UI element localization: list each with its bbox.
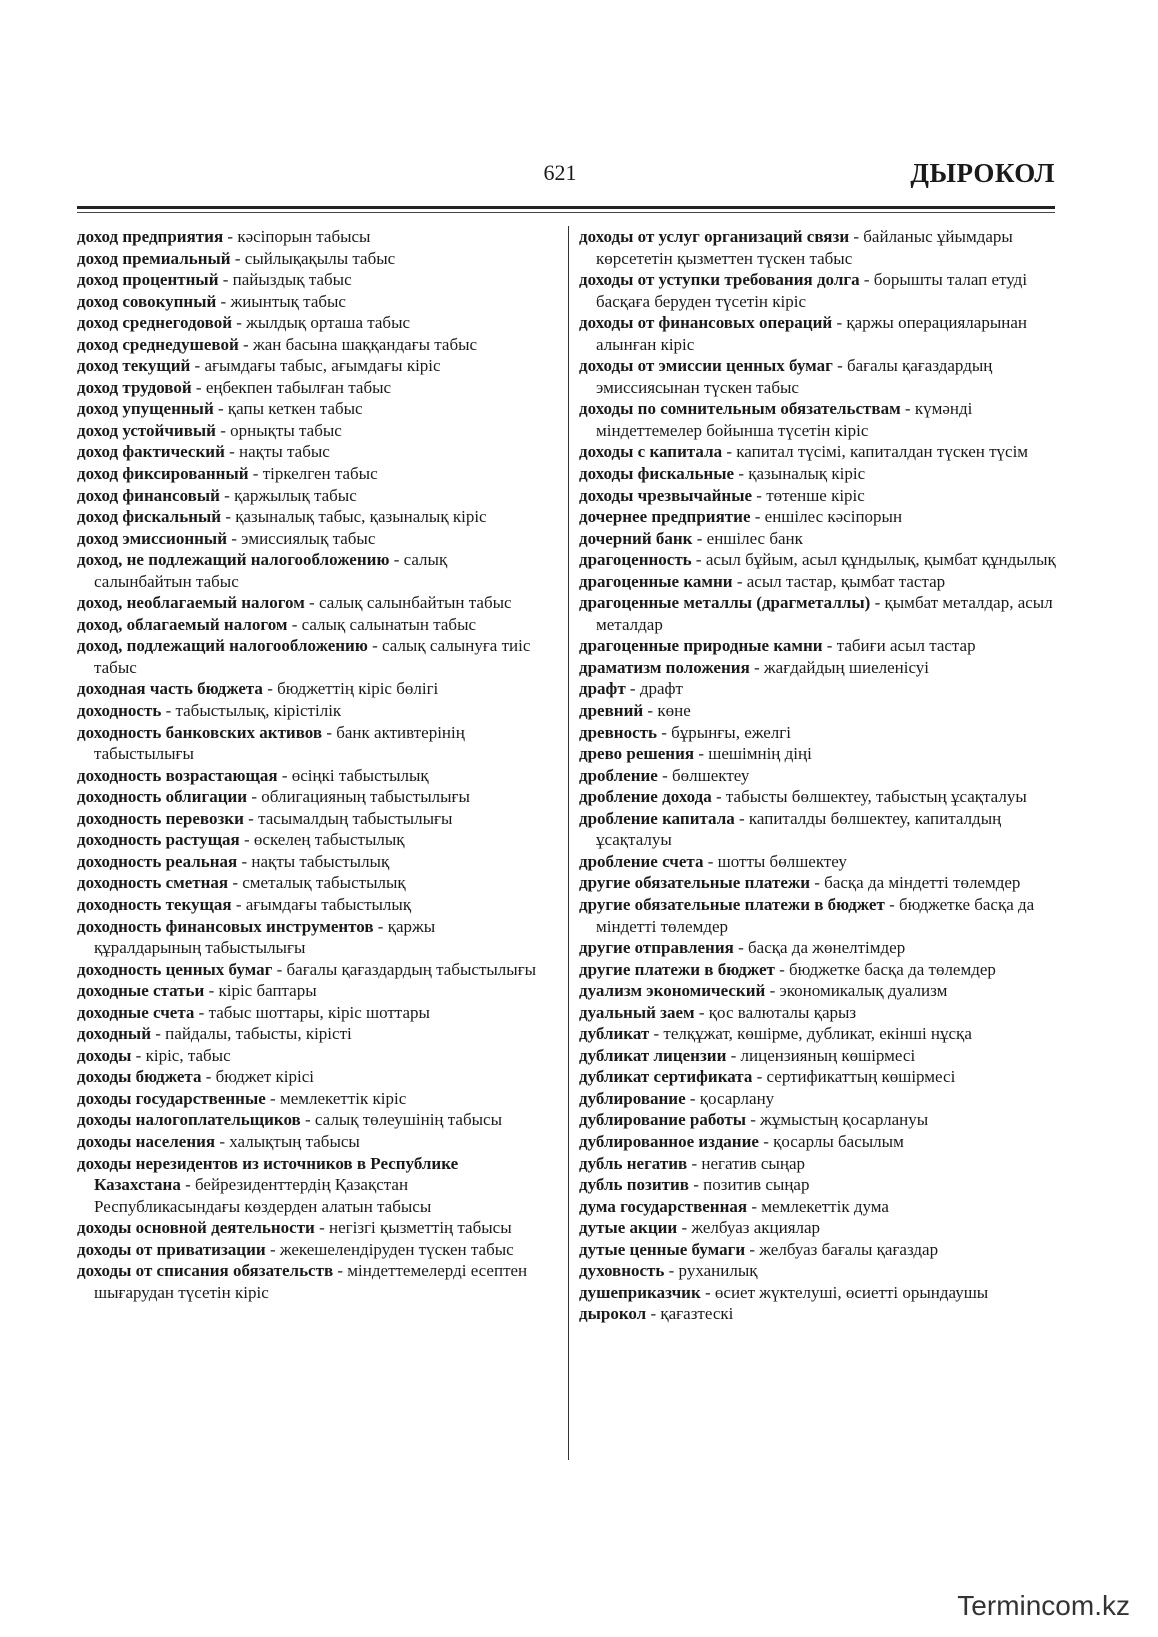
dictionary-entry [77,463,537,485]
entry-term: доход трудовой [77,377,192,397]
entry-term: доходы от финансовых операций [579,313,833,333]
entry-term: дублированное издание [579,1131,759,1151]
dictionary-entry [77,506,537,528]
dictionary-entry [579,226,1065,269]
entry-term: доходы с капитала [579,442,723,462]
entry-term: доходы от уступки требования долга [579,270,860,290]
entry-term: дубль позитив [579,1175,689,1195]
dictionary-entry [77,355,537,377]
dictionary-entry [77,1109,537,1131]
entry-translation: - жылдық орташа табыс [232,313,411,333]
dictionary-entry [77,829,537,851]
dictionary-entry [77,528,537,550]
dictionary-entry [77,959,537,981]
dictionary-entry [579,1066,1065,1088]
dictionary-entry [579,678,1065,700]
entry-translation: - қазыналық кіріс [734,464,866,484]
entry-translation: - қымбат металдар, асыл металдар [596,593,1053,634]
dictionary-entry [77,1002,537,1024]
page-number: 621 [543,160,577,185]
entry-translation: - жан басына шаққандағы табыс [238,334,478,354]
entry-term: доходность растущая [77,830,240,850]
dictionary-entry [77,722,537,765]
entry-translation: - борышты талап етуді басқаға беруден түсетін кіріс [596,270,1028,311]
entry-term: доход, необлагаемый налогом [77,593,305,613]
entry-translation: - сертификаттың көшірмесі [752,1067,956,1087]
entry-translation: - жекешелендіруден түскен табыс [265,1239,514,1259]
entry-term: духовность [579,1261,665,1281]
dictionary-entry [77,549,537,592]
entry-translation: - капиталды бөлшектеу, капиталдың ұсақталуы [596,808,1002,850]
entry-translation: - жұмыстың қосарлануы [746,1110,929,1130]
entry-term: доход, не подлежащий налогообложению [77,550,390,570]
entry-translation: - орнықты табыс [215,420,342,440]
entry-term: доход текущий [77,356,191,376]
dictionary-entry [579,398,1065,441]
entry-term: древний [579,701,644,721]
entry-term: другие платежи в бюджет [579,959,775,979]
dictionary-entry [77,1239,537,1261]
dictionary-entry [579,269,1065,312]
entry-translation: - бюджеттің кіріс бөлігі [262,679,439,699]
dictionary-entry [579,743,1065,765]
dictionary-entry [579,786,1065,808]
entry-translation: - тіркелген табыс [248,464,378,484]
dictionary-entry [77,1088,537,1110]
entry-term: доход эмиссионный [77,528,228,548]
dictionary-entry [77,808,537,830]
entry-term: доход среднегодовой [77,313,232,333]
entry-translation: - лицензияның көшірмесі [726,1045,916,1065]
entry-term: доход премиальный [77,248,231,268]
dictionary-entry [77,1066,537,1088]
entry-term: драгоценные камни [579,571,733,591]
dictionary-entry [579,1153,1065,1175]
entry-term: дочерний банк [579,528,693,548]
dictionary-entry [579,635,1065,657]
entry-translation: - салық төлеушінің табысы [300,1110,502,1130]
entry-translation: - салық салынуға тиіс табыс [94,636,531,677]
dictionary-entry [579,312,1065,355]
dictionary-entry [77,1153,537,1218]
dictionary-entry [579,1088,1065,1110]
entry-translation: - табысты бөлшектеу, табыстың ұсақталуы [711,787,1027,807]
entry-translation: - қазыналық табыс, қазыналық кіріс [221,507,487,527]
dictionary-entry [77,420,537,442]
dictionary-entry [579,441,1065,463]
dictionary-entry [579,1002,1065,1024]
entry-term: доходность банковских активов [77,722,323,742]
entry-term: доход упущенный [77,399,214,419]
dictionary-entry [579,1282,1065,1304]
dictionary-entry [77,592,537,614]
entry-term: другие отправления [579,938,734,958]
dictionary-entry [579,592,1065,635]
entry-translation: - драфт [625,679,683,699]
dictionary-entry [579,1174,1065,1196]
entry-translation: - бейрезиденттердің Қазақстан Республикасындағы көздерден алатын табысы [94,1175,432,1216]
entry-term: дробление дохода [579,787,712,807]
entry-term: доход среднедушевой [77,334,239,354]
entry-term: доход процентный [77,270,219,290]
entry-term: доходы основной деятельности [77,1218,315,1238]
entry-term: драгоценность [579,550,692,570]
entry-term: доходность возрастающая [77,765,278,785]
dictionary-entry [77,312,537,334]
entry-translation: - ағымдағы табыс, ағымдағы кіріс [190,356,441,376]
dictionary-entry [579,1196,1065,1218]
entry-term: доходы населения [77,1131,216,1151]
entry-translation: - ағымдағы табыстылық [231,894,412,914]
entry-translation: - позитив сыңар [688,1175,810,1195]
entry-term: дутые акции [579,1218,678,1238]
entry-translation: - капитал түсімі, капиталдан түскен түсім [722,442,1029,462]
entry-translation: - өсіңкі табыстылық [277,765,429,785]
entry-translation: - байланыс ұйымдары көрсететін қызметтен түскен табыс [596,227,1013,268]
header-rule-thin [77,212,1055,213]
dictionary-entry [579,506,1065,528]
entry-term: дубликат лицензии [579,1045,727,1065]
entry-term: доходный [77,1024,152,1044]
entry-translation: - салық салынбайтын табыс [304,593,512,613]
entry-translation: - мемлекеттік дума [747,1196,889,1216]
dictionary-entry [77,678,537,700]
dictionary-entry [77,377,537,399]
entry-term: доходы от приватизации [77,1239,266,1259]
entry-translation: - нақты табыс [224,442,330,462]
entry-translation: - желбуаз бағалы қағаздар [745,1239,939,1259]
entry-term: доходы от списания обязательств [77,1261,334,1281]
dictionary-entry [77,226,537,248]
entry-translation: - табыс шоттары, кіріс шоттары [194,1002,430,1022]
entry-translation: - қосарлану [685,1088,775,1108]
dictionary-entry [579,1045,1065,1067]
dictionary-entry [77,1260,537,1303]
dictionary-entry [77,916,537,959]
dictionary-entry [77,1045,537,1067]
column-divider [568,226,569,1460]
dictionary-entry [579,937,1065,959]
entry-translation: - шотты бөлшектеу [703,851,847,871]
entry-term: дуальный заем [579,1002,695,1022]
entry-term: доходность сметная [77,873,229,893]
entry-term: древо решения [579,744,695,764]
entry-term: дубликат сертификата [579,1067,753,1087]
left-column [77,226,537,1303]
dictionary-entry [77,980,537,1002]
entry-term: доходные счета [77,1002,195,1022]
entry-translation: - мемлекеттік кіріс [265,1088,407,1108]
entry-term: доходность ценных бумаг [77,959,273,979]
entry-translation: - қос валюталы қарыз [694,1002,857,1022]
entry-translation: - шешімнің діңі [694,744,812,764]
entry-term: доходная часть бюджета [77,679,263,699]
dictionary-entry [579,894,1065,937]
dictionary-entry [77,765,537,787]
entry-term: доход, подлежащий налогообложению [77,636,368,656]
entry-term: доходность реальная [77,851,238,871]
dictionary-entry [77,635,537,678]
dictionary-entry [579,1023,1065,1045]
dictionary-entry [579,657,1065,679]
entry-term: дутые ценные бумаги [579,1239,746,1259]
dictionary-entry [579,1217,1065,1239]
dictionary-entry [77,786,537,808]
entry-translation: - еншілес кәсіпорын [750,507,903,527]
dictionary-entry [77,248,537,270]
entry-translation: - сыйлықақылы табыс [230,248,396,268]
entry-term: дробление [579,765,658,785]
dictionary-entry [579,980,1065,1002]
entry-term: дубль негатив [579,1153,688,1173]
logo-text: Termincom.kz [957,1590,1130,1621]
dictionary-entry [579,1131,1065,1153]
entry-translation: - еншілес банк [692,528,803,548]
entry-translation: - бөлшектеу [657,765,750,785]
entry-term: дублирование работы [579,1110,747,1130]
entry-translation: - негізгі қызметтің табысы [314,1218,512,1238]
entry-term: доходы по сомнительным обязательствам [579,399,901,419]
entry-translation: - пайыздық табыс [218,270,352,290]
dictionary-entry [77,1131,537,1153]
dictionary-entry [77,700,537,722]
entry-translation: - салық салынбайтын табыс [94,550,448,591]
entry-term: дуализм экономический [579,981,766,1001]
entry-translation: - бағалы қағаздардың эмиссиясынан түскен табыс [596,356,993,397]
entry-translation: - қапы кеткен табыс [213,399,363,419]
entry-translation: - желбуаз акциялар [677,1218,821,1238]
entry-term: древность [579,722,657,742]
dictionary-entry [77,485,537,507]
entry-translation: - кәсіпорын табысы [223,227,371,246]
dictionary-entry [579,1239,1065,1261]
dictionary-entry [579,485,1065,507]
entry-translation: - қағазтескі [646,1304,734,1324]
entry-term: дробление счета [579,851,704,871]
dictionary-entry [579,355,1065,398]
entry-term: дочернее предприятие [579,507,751,527]
entry-translation: - салық салынатын табыс [287,614,477,634]
entry-translation: - қаржы операцияларынан алынған кіріс [596,313,1027,354]
dictionary-entry [77,1217,537,1239]
entry-translation: - табыстылық, кірістілік [161,701,342,721]
entry-term: доход фактический [77,442,225,462]
entry-translation: - халықтың табысы [215,1131,360,1151]
entry-translation: - көне [643,701,691,721]
entry-translation: - тасымалдың табыстылығы [243,808,453,828]
dictionary-entry [77,291,537,313]
dictionary-entry [579,722,1065,744]
entry-translation: - телқұжат, көшірме, дубликат, екінші нұсқа [649,1024,972,1044]
entry-term: доходы от услуг организаций связи [579,227,850,246]
entry-term: доходность [77,701,162,721]
entry-term: доход фиксированный [77,464,249,484]
entry-translation: - бюджетке басқа да міндетті төлемдер [596,894,1035,936]
entry-term: душеприказчик [579,1282,701,1302]
entry-term: доходность облигации [77,787,248,807]
entry-term: доходы бюджета [77,1067,202,1087]
entry-translation: - өскелең табыстылық [239,830,405,850]
entry-translation: - бұрынғы, ежелгі [656,722,791,742]
right-column [579,226,1065,1325]
dictionary-entry [579,571,1065,593]
running-head: ДЫРОКОЛ [910,158,1055,188]
entry-term: дробление капитала [579,808,735,828]
dictionary-entry [579,700,1065,722]
entry-term: доходы от эмиссии ценных бумаг [579,356,833,376]
dictionary-entry [77,851,537,873]
entry-translation: - бағалы қағаздардың табыстылығы [272,959,537,979]
dictionary-entry [77,441,537,463]
entry-term: доход финансовый [77,485,220,505]
entry-term: дубликат [579,1024,650,1044]
entry-term: дублирование [579,1088,686,1108]
entry-translation: - бюджет кірісі [201,1067,315,1087]
entry-translation: - кіріс баптары [204,981,317,1001]
entry-term: дума государственная [579,1196,748,1216]
entry-translation: - басқа да жөнелтімдер [733,938,906,958]
entry-translation: - экономикалық дуализм [765,981,948,1001]
dictionary-entry [77,894,537,916]
entry-term: доход, облагаемый налогом [77,614,288,634]
dictionary-entry [77,872,537,894]
dictionary-entry [77,334,537,356]
entry-term: доходы чрезвычайные [579,485,753,505]
dictionary-entry [579,872,1065,894]
dictionary-entry [579,549,1065,571]
entry-translation: - пайдалы, табысты, кірісті [151,1024,352,1044]
dictionary-entry [579,959,1065,981]
entry-translation: - өсиет жүктелуші, өсиетті орындаушы [700,1282,989,1302]
dictionary-entry [579,463,1065,485]
entry-translation: - эмиссиялық табыс [227,528,376,548]
dictionary-entry [579,1303,1065,1325]
entry-translation: - банк активтерінің табыстылығы [94,722,465,764]
dictionary-entry [579,765,1065,787]
entry-term: доход предприятия [77,227,224,246]
entry-term: доход фискальный [77,507,222,527]
header-rule-thick [77,206,1055,209]
entry-term: доходность финансовых инструментов [77,916,374,936]
entry-translation: - жиынтық табыс [216,291,346,311]
entry-term: драгоценные природные камни [579,636,823,656]
dictionary-entry [77,1023,537,1045]
entry-translation: - руханилық [664,1261,758,1281]
entry-term: доходность перевозки [77,808,244,828]
entry-translation: - сметалық табыстылық [228,873,406,893]
entry-term: драматизм положения [579,657,750,677]
dictionary-entry [579,808,1065,851]
entry-translation: - асыл бұйым, асыл құндылық, қымбат құндылық [691,550,1056,570]
entry-translation: - нақты табыстылық [237,851,390,871]
entry-term: доход совокупный [77,291,217,311]
entry-term: доходы [77,1045,132,1065]
entry-translation: - басқа да міндетті төлемдер [810,873,1021,893]
entry-translation: - қаржылық табыс [219,485,357,505]
entry-term: доходы государственные [77,1088,266,1108]
entry-translation: - жағдайдың шиеленісуі [749,657,930,677]
entry-term: драфт [579,679,626,699]
dictionary-entry [77,614,537,636]
entry-translation: - қаржы құралдарының табыстылығы [94,916,436,958]
dictionary-entry [579,1260,1065,1282]
site-logo [957,1582,1130,1622]
entry-translation: - кіріс, табыс [131,1045,231,1065]
entry-translation: - облигацияның табыстылығы [247,787,470,807]
entry-translation: - табиғи асыл тастар [822,636,976,656]
entry-term: другие обязательные платежи в бюджет [579,894,885,914]
entry-term: доходность текущая [77,894,232,914]
dictionary-entry [579,851,1065,873]
entry-translation: - бюджетке басқа да төлемдер [774,959,996,979]
entry-translation: - еңбекпен табылған табыс [191,377,392,397]
entry-term: другие обязательные платежи [579,873,811,893]
entry-term: доход устойчивый [77,420,216,440]
entry-term: доходы фискальные [579,464,735,484]
entry-translation: - асыл тастар, қымбат тастар [732,571,946,591]
entry-term: драгоценные металлы (драгметаллы) [579,593,871,613]
entry-translation: - негатив сыңар [687,1153,805,1173]
dictionary-entry [579,528,1065,550]
entry-term: доходные статьи [77,981,205,1001]
dictionary-entry [579,1109,1065,1131]
entry-term: дырокол [579,1304,647,1324]
dictionary-entry [77,269,537,291]
entry-translation: - қосарлы басылым [758,1131,904,1151]
dictionary-entry [77,398,537,420]
entry-term: доходы нерезидентов из источников в Республике Казахстана [77,1153,459,1195]
entry-translation: - төтенше кіріс [752,485,865,505]
entry-translation: - күмәнді міндеттемелер бойынша түсетін кіріс [596,399,973,440]
entry-term: доходы налогоплательщиков [77,1110,301,1130]
entry-translation: - міндеттемелерді есептен шығарудан түсетін кіріс [94,1261,528,1302]
